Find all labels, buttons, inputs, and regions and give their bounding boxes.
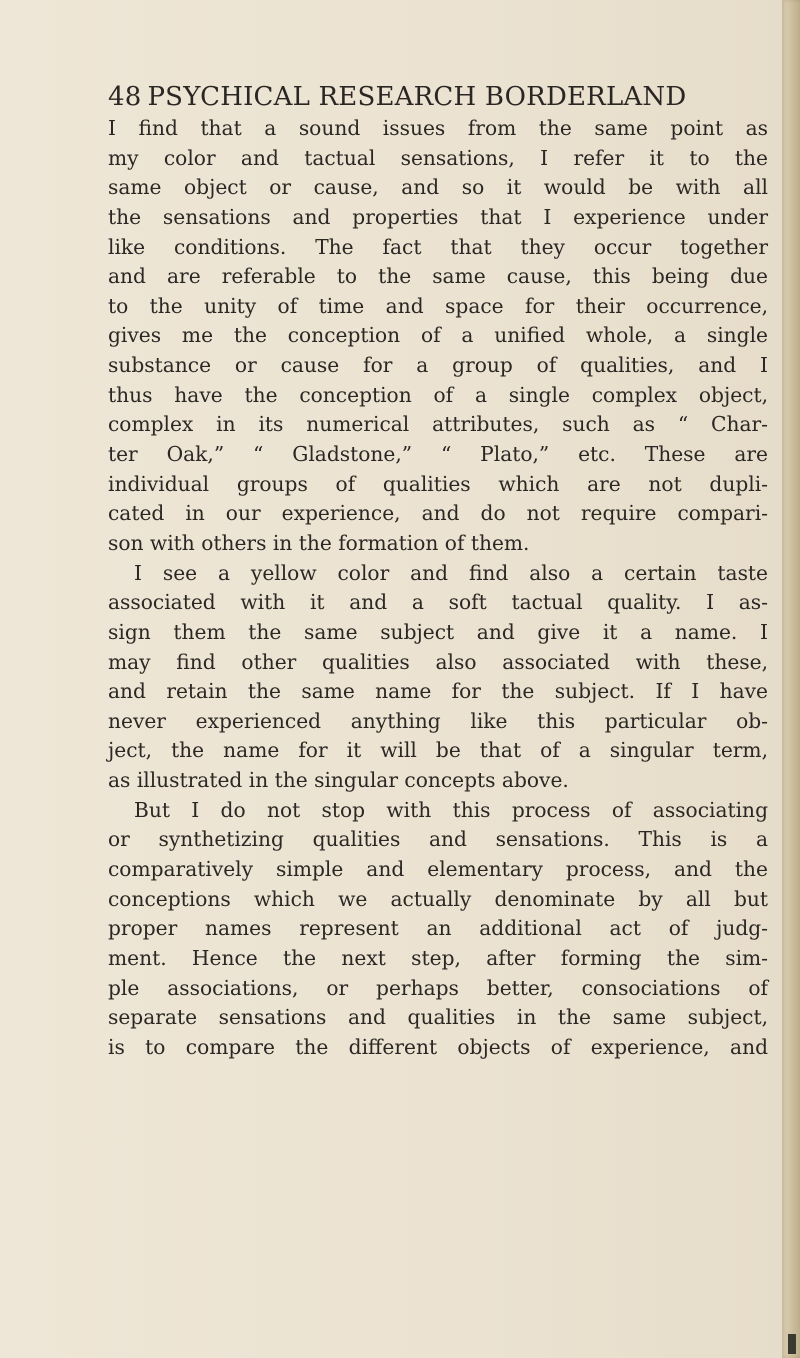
text-line: son with others in the formation of them. <box>108 530 530 555</box>
running-head-title: PSYCHICAL RESEARCH BORDERLAND <box>147 82 687 112</box>
text-line: my color and tactual sensations, I refer it to the <box>108 145 768 170</box>
text-line: gives me the conception of a unified whole, a single <box>108 323 768 348</box>
text-line: ter Oak,” “ Gladstone,” “ Plato,” etc. These are <box>108 442 768 467</box>
text-line: associated with it and a soft tactual quality. I as- <box>108 590 768 615</box>
text-line: same object or cause, and so it would be with all <box>108 175 768 200</box>
text-line: substance or cause for a group of qualities, and I <box>108 353 768 378</box>
text-line: never experienced anything like this particular ob- <box>108 708 768 733</box>
page-number: 48 <box>108 82 142 112</box>
text-line: like conditions. The fact that they occur together <box>108 234 768 259</box>
page-edge <box>782 0 800 1358</box>
text-line: as illustrated in the singular concepts above. <box>108 768 569 793</box>
text-line: ment. Hence the next step, after forming the sim- <box>108 945 768 970</box>
text-line: complex in its numerical attributes, such as “ Char- <box>108 412 768 437</box>
text-line: and are referable to the same cause, this being due <box>108 264 768 289</box>
page-edge-mark <box>788 1334 796 1354</box>
text-line: thus have the conception of a single complex object, <box>108 382 768 407</box>
text-line: separate sensations and qualities in the same subject, <box>108 1005 768 1030</box>
text-line: conceptions which we actually denominate by all but <box>108 886 768 911</box>
text-line: comparatively simple and elementary process, and the <box>108 857 768 882</box>
text-line: I find that a sound issues from the same point as <box>108 116 768 140</box>
text-line: is to compare the different objects of experience, and <box>108 1034 768 1059</box>
text-line: individual groups of qualities which are not dupli- <box>108 471 768 496</box>
text-line: sign them the same subject and give it a name. I <box>108 619 768 644</box>
text-line: may find other qualities also associated with these, <box>108 649 768 674</box>
text-line: I see a yellow color and find also a certain taste <box>134 560 768 585</box>
text-line: proper names represent an additional act of judg- <box>108 916 768 941</box>
text-line: and retain the same name for the subject. If I have <box>108 679 768 704</box>
text-line: the sensations and properties that I experience under <box>108 204 768 229</box>
text-line: to the unity of time and space for their occurrence, <box>108 293 768 318</box>
text-line: ject, the name for it will be that of a singular term, <box>108 738 768 763</box>
text-line: But I do not stop with this process of associating <box>134 797 768 822</box>
text-line: cated in our experience, and do not require compari- <box>108 501 768 526</box>
body-text <box>108 114 768 1063</box>
running-head <box>108 82 768 112</box>
text-line: ple associations, or perhaps better, consociations of <box>108 975 768 1000</box>
text-line: or synthetizing qualities and sensations. This is a <box>108 827 768 852</box>
